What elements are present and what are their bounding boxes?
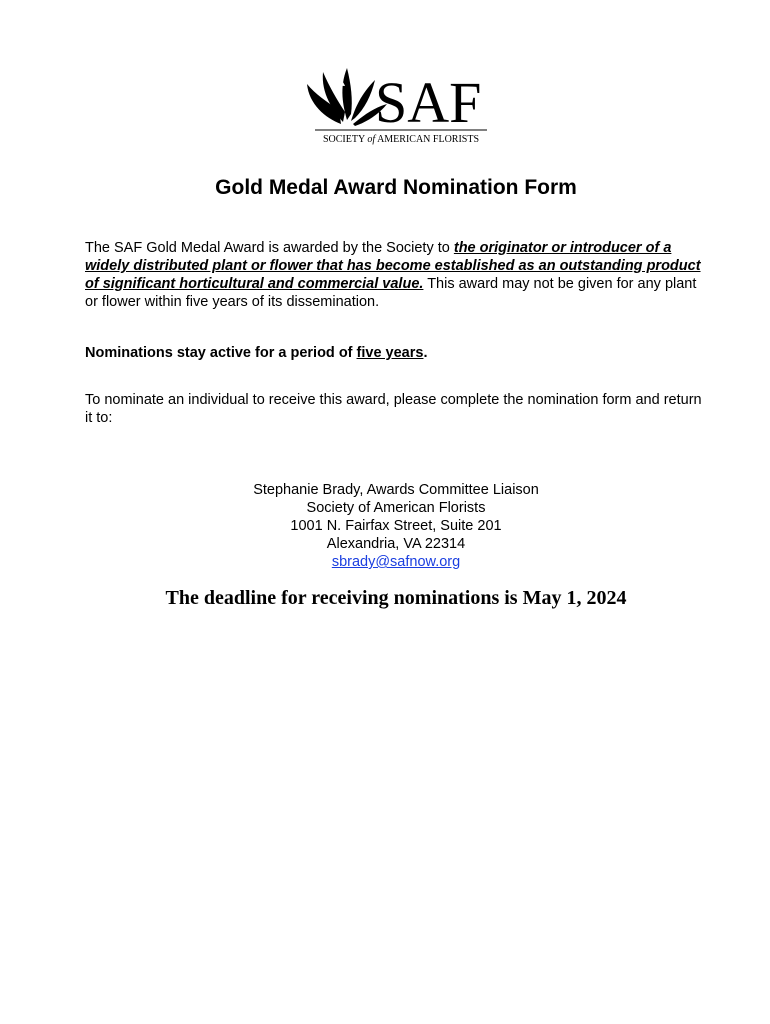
- deadline-notice: The deadline for receiving nominations is May 1, 2024: [165, 587, 627, 609]
- logo-wordmark: SAF: [375, 70, 482, 135]
- active-period: five years: [356, 345, 424, 361]
- mailing-address: [0, 481, 770, 571]
- email-link[interactable]: sbrady@safnow.org: [331, 554, 461, 570]
- address-org: Society of American Florists: [306, 500, 486, 516]
- intro-paragraph: [85, 239, 710, 311]
- active-tail: .: [423, 345, 428, 361]
- saf-logo-graphic: [303, 64, 493, 148]
- logo-tagline-florists: FLORISTS: [432, 134, 480, 145]
- intro-lead: The SAF Gold Medal Award is awarded by the Society to: [85, 240, 454, 256]
- address-city: Alexandria, VA 22314: [326, 536, 466, 552]
- logo-tagline-of: of: [367, 134, 376, 145]
- intro-emphasis: the originator or introducer of a widely distributed plant or flower that has become established as an outstanding product of significant horticultural and commercial value.: [85, 240, 701, 292]
- logo-tagline: [323, 134, 479, 145]
- address-street: 1001 N. Fairfax Street, Suite 201: [290, 518, 502, 534]
- active-period-note: [85, 344, 710, 362]
- saf-logo: [303, 64, 493, 148]
- active-lead: Nominations stay active for a period of: [85, 345, 357, 361]
- address-name: Stephanie Brady, Awards Committee Liaison: [253, 482, 539, 498]
- intro-tail: This award may not be given for any plant or flower within five years of its dissemination.: [85, 276, 697, 310]
- logo-tagline-american: AMERICAN: [377, 134, 431, 145]
- page-title: Gold Medal Award Nomination Form: [215, 176, 577, 199]
- logo-tagline-society: SOCIETY: [322, 134, 365, 145]
- instructions-paragraph: To nominate an individual to receive this award, please complete the nomination form and return it to:: [85, 392, 702, 426]
